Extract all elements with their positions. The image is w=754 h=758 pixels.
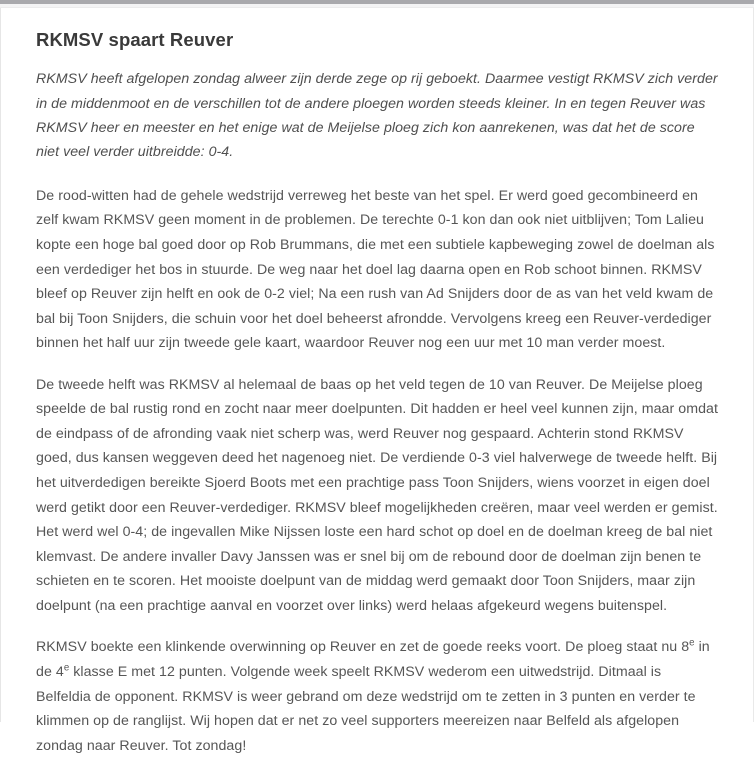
closing-text-part-2: in de 4 [36, 639, 710, 680]
page-surface [0, 8, 754, 754]
page-title: RKMSV spaart Reuver [36, 29, 234, 50]
ordinal-suffix-position: e [689, 637, 695, 649]
closing-text-part-1: RKMSV boekte een klinkende overwinning op Reuver en zet de goede reeks voort. De ploeg staat nu 8 [36, 639, 690, 656]
article-container [1, 8, 753, 758]
article-paragraph-3 [36, 635, 719, 758]
article-intro-paragraph: RKMSV heeft afgelopen zondag alweer zijn derde zege op rij geboekt. Daarmee vestigt RKMSV zich verder in de middenmoot en de verschillen tot de andere ploegen worden steeds kleiner. In en tegen Reuver was RKMSV heer en meester en het enige wat de Meijelse ploeg zich kon aanrekenen, was dat het de score niet veel verder uitbreidde: 0-4. [36, 71, 718, 161]
closing-text-part-3: klasse E met 12 punten. Volgende week speelt RKMSV wederom een uitwedstrijd. Ditmaal is Belfeldia de opponent. RKMSV is weer gebrand om deze wedstrijd om te zetten in 3 punten en verder te klimmen op de ranglijst. Wij hopen dat er net zo veel supporters meereizen naar Belfeld als afgelopen zondag naar Reuver. Tot zondag! [36, 663, 696, 754]
article-paragraph-2: De tweede helft was RKMSV al helemaal de baas op het veld tegen de 10 van Reuver. De Meijelse ploeg speelde de bal rustig rond en zocht naar meer doelpunten. Dit hadden er heel veel kunnen zijn, maar omdat de eindpass of de afronding vaak niet scherp was, werd Reuver nog gespaard. Achterin stond RKMSV goed, dus kansen weggeven deed het nagenoeg niet. De verdiende 0-3 viel halverwege de tweede helft. Bij het uitverdedigen bereikte Sjoerd Boots met een prachtige pass Toon Snijders, wiens voorzet in eigen doel werd getikt door een Reuver-verdediger. RKMSV bleef mogelijkheden creëren, maar veel werden er gemist. Het werd wel 0-4; de ingevallen Mike Nijssen loste een hard schot op doel en de doelman kreeg de bal niet klemvast. De andere invaller Davy Janssen was er snel bij om de rebound door de doelman zijn benen te schieten en te scoren. Het mooiste doelpunt van de middag werd gemaakt door Toon Snijders, maar zijn doelpunt (na een prachtige aanval en voorzet over links) werd helaas afgekeurd wegens buitenspel. [36, 376, 718, 614]
ordinal-suffix-klasse: e [63, 662, 70, 674]
article-paragraph-1: De rood-witten had de gehele wedstrijd verreweg het beste van het spel. Er werd goed gecombineerd en zelf kwam RKMSV geen moment in de problemen. De terechte 0-1 kon dan ook niet uitblijven; Tom Lalieu kopte een hoge bal goed door op Rob Brummans, die met een subtiele kapbeweging zowel de doelman als een verdediger het bos in stuurde. De weg naar het doel lag daarna open en Rob schoot binnen. RKMSV bleef op Reuver zijn helft en ook de 0-2 viel; Na een rush van Ad Snijders door de as van het veld kwam de bal bij Toon Snijders, die schuin voor het doel beheerst afrondde. Vervolgens kreeg een Reuver-verdediger binnen het half uur zijn tweede gele kaart, waardoor Reuver nog een uur met 10 man verder moest. [36, 187, 715, 352]
